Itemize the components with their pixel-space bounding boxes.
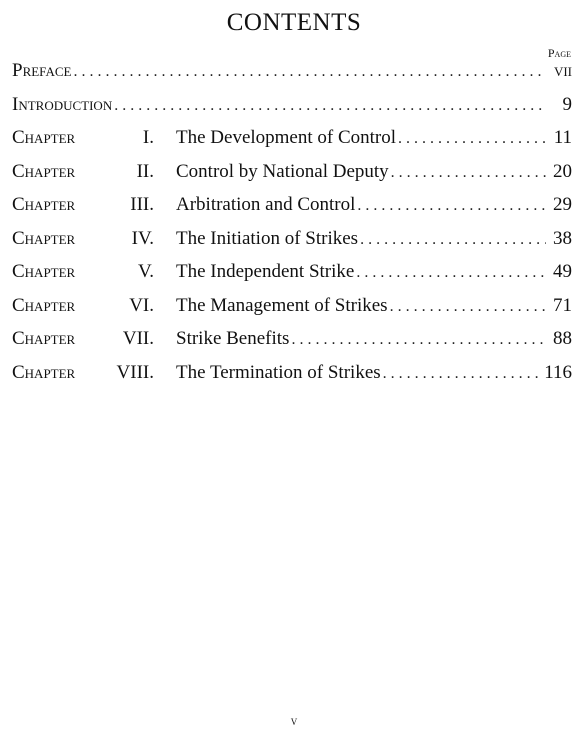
chapter-title: The Development of Control bbox=[176, 127, 397, 148]
dot-leader bbox=[390, 298, 546, 316]
chapter-label: Chapter bbox=[12, 294, 76, 316]
page-folio: v bbox=[290, 713, 298, 728]
toc-entry-chapter-5 bbox=[12, 261, 572, 295]
entry-page: 38 bbox=[553, 227, 572, 249]
dot-leader bbox=[360, 231, 546, 249]
chapter-title: Control by National Deputy bbox=[176, 160, 389, 182]
page-column-label: Page bbox=[547, 46, 571, 60]
chapter-numeral: I. bbox=[142, 127, 154, 148]
dot-leader bbox=[356, 264, 546, 282]
entry-page: 9 bbox=[562, 93, 572, 115]
dot-leader bbox=[291, 331, 546, 349]
chapter-title: Arbitration and Control bbox=[176, 194, 356, 215]
entry-page: 29 bbox=[553, 194, 572, 215]
chapter-label: Chapter bbox=[12, 127, 76, 148]
entry-page: 49 bbox=[553, 261, 572, 282]
entry-page: 20 bbox=[553, 160, 572, 182]
chapter-title: The Initiation of Strikes bbox=[176, 227, 359, 249]
chapter-numeral: VIII. bbox=[116, 361, 154, 383]
dot-leader bbox=[357, 197, 546, 215]
chapter-label: Chapter bbox=[12, 261, 76, 282]
toc-entry-introduction bbox=[12, 94, 572, 128]
page-title: CONTENTS bbox=[226, 9, 362, 36]
toc-entry-chapter-2 bbox=[12, 161, 572, 195]
entry-page: vii bbox=[553, 60, 572, 81]
entry-page: 11 bbox=[553, 127, 572, 148]
toc-entry-chapter-4 bbox=[12, 228, 572, 262]
chapter-title: Strike Benefits bbox=[176, 328, 290, 349]
toc-entry-chapter-1 bbox=[12, 127, 572, 161]
dot-leader bbox=[383, 365, 539, 383]
chapter-title: The Termination of Strikes bbox=[176, 361, 381, 383]
chapter-title: The Management of Strikes bbox=[176, 294, 388, 316]
chapter-title: The Independent Strike bbox=[176, 261, 355, 282]
chapter-label: Chapter bbox=[12, 361, 76, 383]
chapter-numeral: V. bbox=[137, 261, 154, 282]
entry-label: Introduction bbox=[12, 93, 113, 115]
table-of-contents bbox=[12, 60, 572, 395]
chapter-numeral: VII. bbox=[122, 328, 154, 349]
chapter-numeral: IV. bbox=[131, 227, 154, 249]
entry-label: Preface bbox=[12, 60, 72, 81]
chapter-numeral: VI. bbox=[129, 294, 154, 316]
toc-entry-chapter-7 bbox=[12, 328, 572, 362]
toc-entry-preface bbox=[12, 60, 572, 94]
chapter-label: Chapter bbox=[12, 328, 76, 349]
toc-entry-chapter-8 bbox=[12, 362, 572, 396]
dot-leader bbox=[391, 164, 546, 182]
dot-leader bbox=[114, 97, 546, 115]
entry-page: 116 bbox=[544, 361, 572, 383]
chapter-numeral: III. bbox=[130, 194, 154, 215]
entry-page: 88 bbox=[553, 328, 572, 349]
chapter-numeral: II. bbox=[136, 160, 154, 182]
dot-leader bbox=[398, 130, 546, 148]
toc-entry-chapter-6 bbox=[12, 295, 572, 329]
dot-leader bbox=[73, 63, 546, 81]
entry-page: 71 bbox=[553, 294, 572, 316]
toc-entry-chapter-3 bbox=[12, 194, 572, 228]
chapter-label: Chapter bbox=[12, 227, 76, 249]
chapter-label: Chapter bbox=[12, 194, 76, 215]
chapter-label: Chapter bbox=[12, 160, 76, 182]
